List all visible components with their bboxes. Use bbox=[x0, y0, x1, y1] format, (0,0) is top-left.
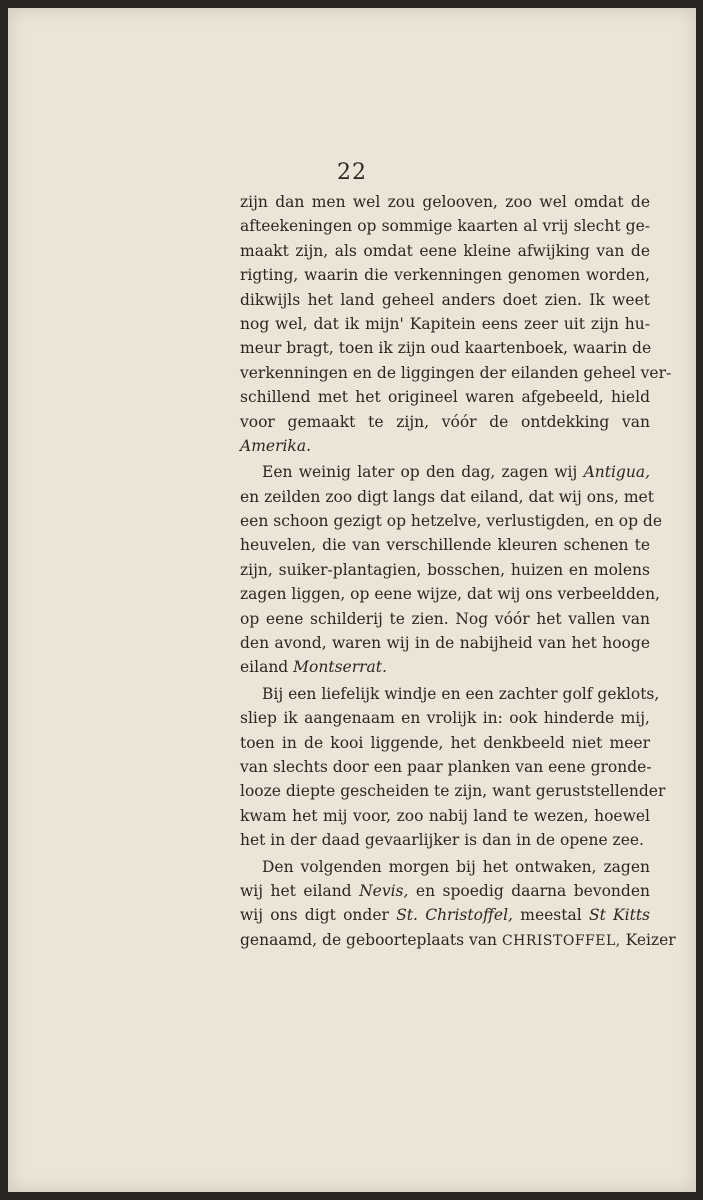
text-line: afteekeningen op sommige kaarten al vrij slecht ge- bbox=[240, 217, 650, 236]
text-line: meur bragt, toen ik zijn oud kaartenboek, waarin de bbox=[240, 339, 652, 358]
small-caps-name: CHRISTOFFEL, bbox=[501, 932, 621, 949]
text-line: wij ons digt onder St. Christoffel, meestal St Kitts bbox=[240, 906, 651, 925]
italic-place-name: St Kitts bbox=[588, 906, 651, 925]
text-line: Bij een liefelijk windje en een zachter golf geklots, bbox=[262, 684, 660, 703]
text-line: genaamd, de geboorteplaats van CHRISTOFFEL, Keizer bbox=[240, 930, 676, 949]
text-line: een schoon gezigt op hetzelve, verlustigden, en op de bbox=[240, 512, 663, 531]
text-line: nog wel, dat ik mijn' Kapitein eens zeer uit zijn hu- bbox=[240, 314, 650, 333]
text-line: eiland Montserrat. bbox=[240, 658, 387, 677]
italic-place-name: Montserrat. bbox=[293, 658, 387, 677]
text-line: Den volgenden morgen bij het ontwaken, zagen bbox=[262, 857, 650, 876]
text-line: verkenningen en de liggingen der eilanden geheel ver- bbox=[240, 363, 672, 382]
book-page bbox=[8, 8, 696, 1192]
text-line: looze diepte gescheiden te zijn, want geruststellender bbox=[240, 782, 666, 801]
text-line: dikwijls het land geheel anders doet zien. Ik weet bbox=[240, 290, 650, 309]
italic-place-name: Antigua, bbox=[583, 463, 650, 482]
text-line: maakt zijn, als omdat eene kleine afwijking van de bbox=[240, 241, 650, 260]
italic-place-name: St. Christoffel, bbox=[396, 906, 513, 925]
text-line: sliep ik aangenaam en vrolijk in: ook hinderde mij, bbox=[240, 709, 650, 728]
text-line: toen in de kooi liggende, het denkbeeld niet meer bbox=[240, 733, 650, 752]
text-line: op eene schilderij te zien. Nog vóór het vallen van bbox=[240, 609, 650, 628]
body-text bbox=[240, 190, 676, 952]
text-line: zijn, suiker-plantagien, bosschen, huizen en molens bbox=[240, 560, 650, 579]
page-number: 22 bbox=[337, 160, 367, 185]
text-line: het in der daad gevaarlijker is dan in de opene zee. bbox=[240, 831, 644, 850]
text-line: kwam het mij voor, zoo nabij land te wezen, hoewel bbox=[240, 806, 650, 825]
text-line: zijn dan men wel zou gelooven, zoo wel omdat de bbox=[240, 193, 650, 211]
italic-place-name: Amerika. bbox=[240, 436, 311, 455]
text-line: Een weinig later op den dag, zagen wij Antigua, bbox=[262, 463, 650, 482]
text-line: schillend met het origineel waren afgebeeld, hield bbox=[240, 388, 650, 407]
text-line: zagen liggen, op eene wijze, dat wij ons verbeeldden, bbox=[240, 585, 660, 604]
text-line: voor gemaakt te zijn, vóór de ontdekking van bbox=[240, 412, 650, 431]
text-line: den avond, waren wij in de nabijheid van het hooge bbox=[240, 634, 650, 653]
text-line: wij het eiland Nevis, en spoedig daarna bevonden bbox=[240, 881, 650, 900]
italic-place-name: Nevis, bbox=[359, 881, 409, 900]
text-line: van slechts door een paar planken van eene gronde- bbox=[240, 757, 652, 776]
text-line: rigting, waarin die verkenningen genomen worden, bbox=[240, 266, 650, 285]
text-line: heuvelen, die van verschillende kleuren schenen te bbox=[240, 536, 650, 555]
text-line bbox=[240, 434, 650, 458]
text-line: en zeilden zoo digt langs dat eiland, dat wij ons, met bbox=[240, 487, 654, 506]
